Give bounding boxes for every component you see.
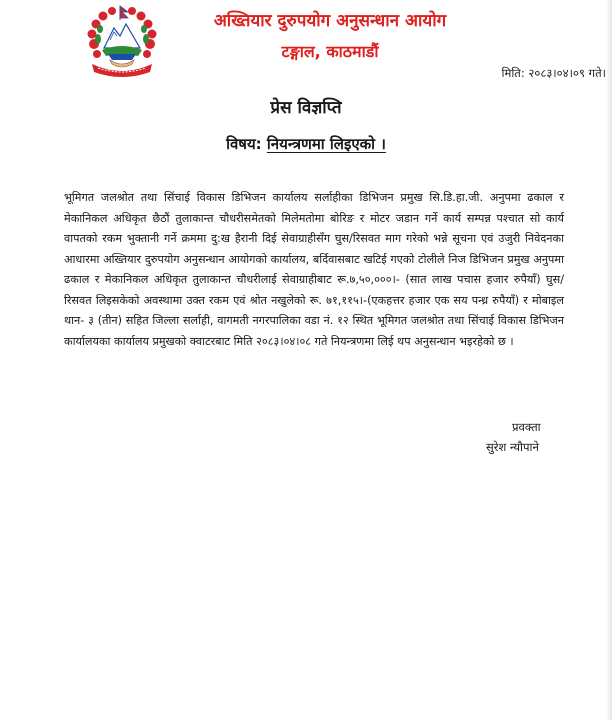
organization-name: अख्तियार दुरुपयोग अनुसन्धान आयोग [213, 11, 447, 31]
subject-label: विषय: [226, 135, 262, 153]
press-release-body: भूमिगत जलश्रोत तथा सिंचाई विकास डिभिजन कार्यालय सर्लाहीका डिभिजन प्रमुख सि.डि.हा.जी. अनुपमा ढकाल र मेकानिकल अधिकृत छैठौं तुलाकान्त चौधरीसमेतको मिलेमतोमा बोरिङ र मोटर जडान गर्ने कार्य सम्पन्न पश्चात सो कार्य वापतको रकम भुक्तानी गर्ने क्रममा दु:ख हैरानी दिई सेवाग्राहीसँग घुस/रिसवत माग गरेको भन्ने सूचना एवं उजुरी निवेदनका आधारमा अख्तियार दुरुपयोग अनुसन्धान आयोगको कार्यालय, बर्दिवासबाट खटिई गएको टोलीले निज डिभिजन प्रमुख अनुपमा ढकाल र मेकानिकल अधिकृत तुलाकान्त चौधरीलाई सेवाग्राहीबाट रू.७,५०,०००।- (सात लाख पचास हजार रुपैयाँ) घुस/रिसवत लिइसकेको अवस्थामा उक्त रकम एवं श्रोत नखुलेको रू. ७१,११५।-(एकहत्तर हजार एक सय पन्ध्र रुपैयाँ) र मोबाइल थान- ३ (तीन) सहित जिल्ला सर्लाही, वागमती नगरपालिका वडा नं. १२ स्थित भूमिगत जलश्रोत तथा सिंचाई विकास डिभिजन कार्यालयका कार्यालय प्रमुखको क्वाटरबाट मिति २०८३।०४।०८ गते नियन्त्रणमा लिई थप अनुसन्धान भइरहेको छ । [64, 191, 564, 348]
subject-text: नियन्त्रणमा लिइएको । [266, 135, 386, 153]
organization-location: टङ्गाल, काठमाडौं [281, 42, 379, 61]
page-edge-shadow [606, 0, 612, 720]
signatory-name: सुरेश न्यौपाने [486, 440, 539, 454]
signatory-role: प्रवक्ता [512, 420, 541, 434]
nepal-government-emblem-icon [84, 4, 160, 78]
subject-line [0, 134, 612, 154]
issue-date: मिति: २०८३।०४।०९ गते। [501, 66, 606, 80]
document-title: प्रेस विज्ञप्ति [270, 98, 342, 118]
